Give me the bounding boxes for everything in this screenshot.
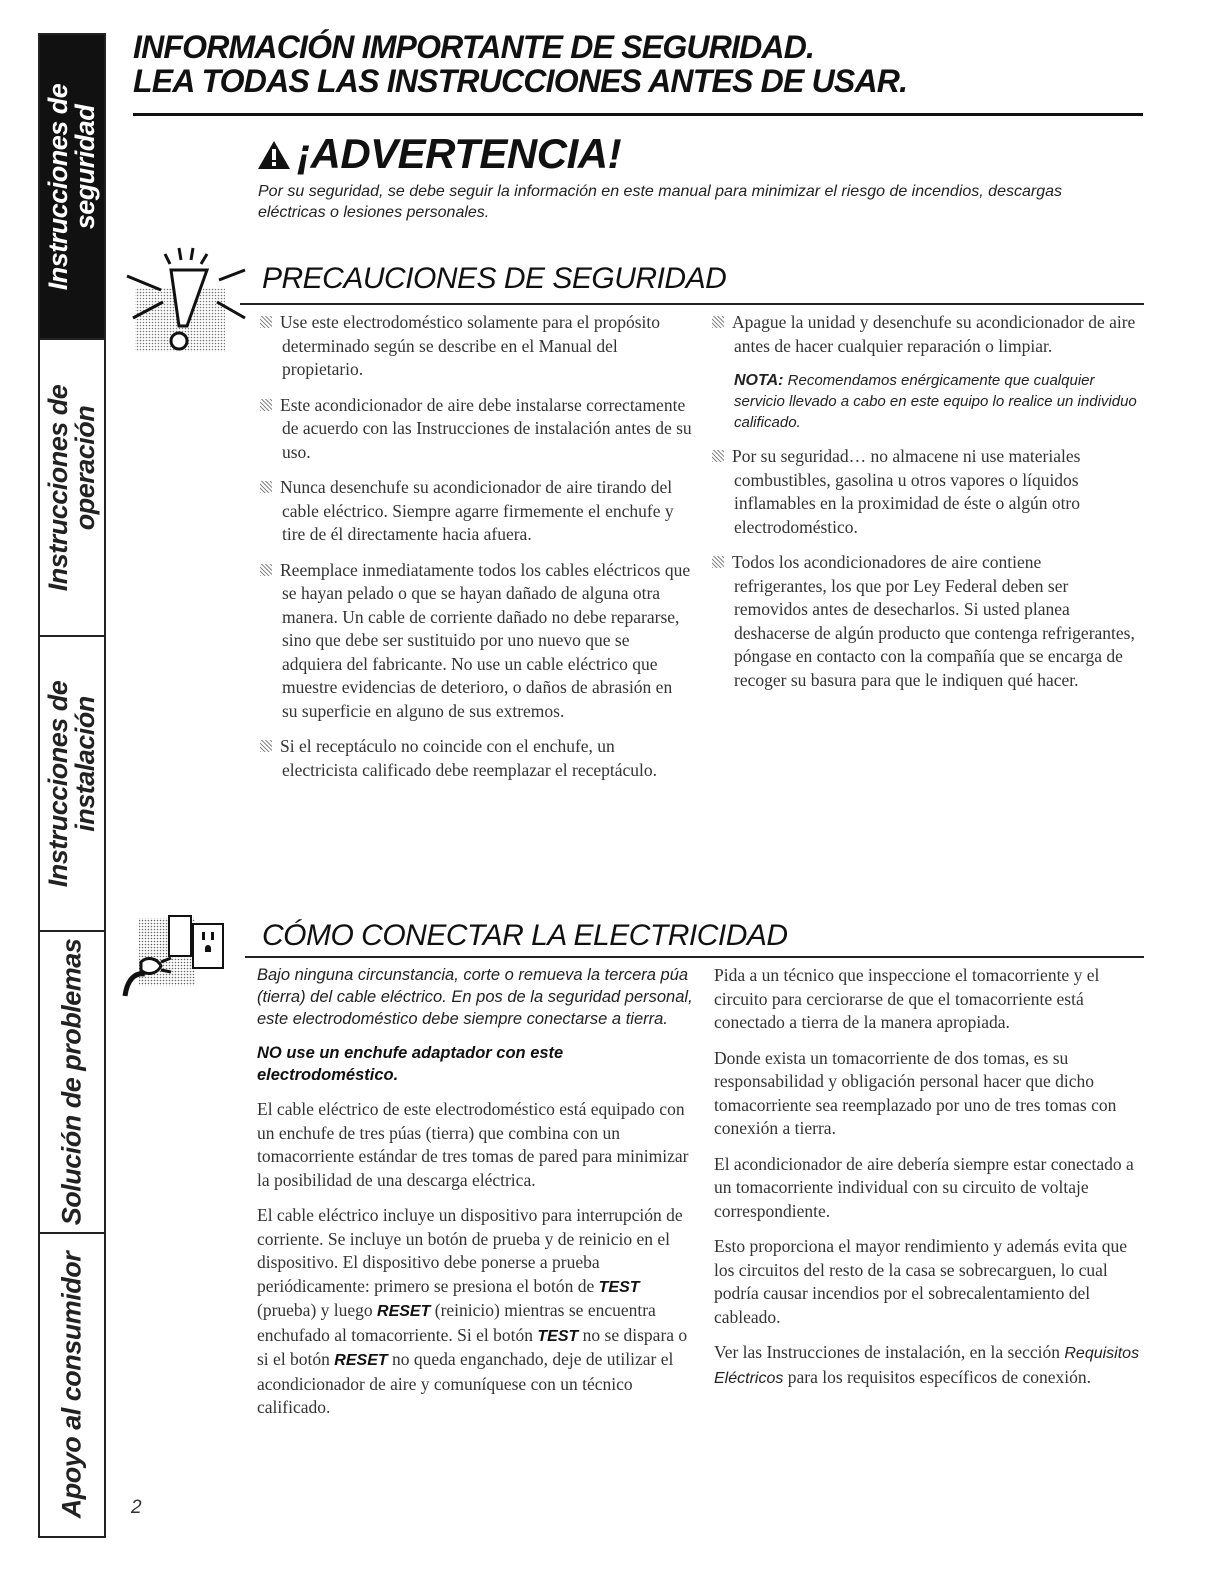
warning-text: Por su seguridad, se debe seguir la información en este manual para minimizar el riesgo de incendios, descargas eléctricas o lesiones personales. xyxy=(258,183,1062,221)
list-item xyxy=(256,476,692,547)
header-line-1: INFORMACIÓN IMPORTANTE DE SEGURIDAD. xyxy=(133,29,815,65)
tab-instrucciones-seguridad[interactable] xyxy=(40,35,104,340)
list-item-text: Reemplace inmediatamente todos los cables eléctricos que se hayan pelado o que se hayan dañado de alguna otra manera. Un cable de corriente dañado no debe repararse, sino que debe ser sustituido por uno nuevo que se adquiera del fabricante. No use un cable eléctrico que muestre evidencias de deterioro, o daños de abrasión en su superficie en alguno de sus extremos. xyxy=(280,559,691,721)
tab-label: Solución de problemas xyxy=(56,938,87,1226)
note xyxy=(708,370,1138,433)
precautions-left-column xyxy=(256,311,692,794)
header-line-2: LEA TODAS LAS INSTRUCCIONES ANTES DE USAR. xyxy=(133,63,908,99)
electricity-title: CÓMO CONECTAR LA ELECTRICIDAD xyxy=(262,919,788,952)
list-item xyxy=(256,394,692,465)
text-run: no se dispara o si el botón xyxy=(257,1324,688,1369)
list-item-text: Este acondicionador de aire debe instalarse correctamente de acuerdo con las Instrucciones de instalación antes de su uso. xyxy=(280,394,692,462)
list-item xyxy=(256,311,692,382)
tab-label: seguridad xyxy=(70,104,100,229)
list-item-text: Apague la unidad y desenchufe su acondicionador de aire antes de hacer cualquier reparación o limpiar. xyxy=(732,312,1136,356)
list-item-text: Si el receptáculo no coincide con el enchufe, un electricista calificado debe reemplazar el receptáculo. xyxy=(280,736,658,780)
page-number: 2 xyxy=(131,1497,142,1518)
bullet-icon xyxy=(260,316,272,328)
bullet-icon xyxy=(712,316,724,328)
page-header xyxy=(133,30,1143,98)
tab-label: Instrucciones de xyxy=(43,83,73,290)
section-reference: Requisitos Eléctricos xyxy=(714,1345,1140,1387)
tab-label: Apoyo al consumidor xyxy=(56,1251,87,1519)
list-item-text: Use este electrodoméstico solamente para el propósito determinado según se describe en el Manual del propietario. xyxy=(280,312,661,379)
warning-triangle-icon xyxy=(257,140,291,170)
list-item xyxy=(708,311,1138,358)
bullet-icon xyxy=(260,481,272,493)
gfci-paragraph xyxy=(257,1204,697,1420)
paragraph xyxy=(714,1341,1140,1390)
text-run: (reinicio) mientras se encuentra enchufado al tomacorriente. Si el botón xyxy=(257,1300,656,1345)
text-run: no queda enganchado, deje de utilizar el acondicionador de aire y comuníquese con un técnico calificado. xyxy=(257,1349,674,1417)
tab-apoyo-consumidor[interactable] xyxy=(40,1234,104,1536)
adapter-warning: NO use un enchufe adaptador con este electrodoméstico. xyxy=(257,1044,564,1084)
bullet-icon xyxy=(260,740,272,752)
list-item xyxy=(708,445,1138,539)
text-run: Ver las Instrucciones de instalación, en la sección xyxy=(714,1342,1060,1362)
paragraph: El acondicionador de aire debería siempre estar conectado a un tomacorriente individual con su circuito de voltaje correspondiente. xyxy=(714,1153,1134,1221)
list-item-text: Todos los acondicionadores de aire contiene refrigerantes, los que por Ley Federal deben ser removidos antes de desecharlos. Si usted planea deshacerse de algún producto que contenga refrigerantes, póngase en contacto con la compañía que se encarga de recoger su basura para que le indiquen qué hacer. xyxy=(732,552,1135,690)
note-label: NOTA: xyxy=(734,372,784,389)
grounded-plug-icon xyxy=(117,910,245,1002)
tab-label: operación xyxy=(70,405,100,530)
paragraph: El cable eléctrico de este electrodoméstico está equipado con un enchufe de tres púas (tierra) que combina con un tomacorriente estándar de tres tomas de pared para minimizar la posibilidad de una descarga eléctrica. xyxy=(257,1099,689,1190)
list-item-text: Nunca desenchufe su acondicionador de aire tirando del cable eléctrico. Siempre agarre firmemente el enchufe y tire de él directamente hacia afuera. xyxy=(280,477,674,544)
reset-keyword: RESET xyxy=(334,1352,388,1369)
warning-title-text: ¡ADVERTENCIA! xyxy=(297,130,622,177)
text-run: para los requisitos específicos de conexión. xyxy=(787,1366,1091,1387)
tab-solucion-problemas[interactable] xyxy=(40,932,104,1234)
text-run: (prueba) y luego xyxy=(257,1300,373,1320)
list-item xyxy=(708,551,1138,692)
electricity-left-column xyxy=(257,964,697,1432)
tab-label: Instrucciones de xyxy=(43,384,73,591)
bullet-icon xyxy=(260,564,272,576)
paragraph: Pida a un técnico que inspeccione el tomacorriente y el circuito para cerciorarse de que el tomacorriente está conectado a tierra de la manera apropiada. xyxy=(714,965,1100,1032)
exclamation-alert-icon xyxy=(121,240,251,355)
text-run: El cable eléctrico incluye un dispositivo para interrupción de corriente. Se incluye un botón de prueba y de reinicio en el dispositivo. El dispositivo debe ponerse a prueba periódicamente: primero se presiona el botón de xyxy=(257,1205,683,1296)
warning-title xyxy=(257,130,621,178)
tab-instrucciones-instalacion[interactable] xyxy=(40,637,104,932)
tab-label: instalación xyxy=(70,695,100,832)
precautions-right-column xyxy=(708,311,1138,704)
test-keyword: TEST xyxy=(537,1327,579,1345)
paragraph: Esto proporciona el mayor rendimiento y además evita que los circuitos del resto de la casa se sobrecarguen, lo cual podría causar incendios por el sobrecalentamiento del cableado. xyxy=(714,1236,1128,1327)
precautions-title: PRECAUCIONES DE SEGURIDAD xyxy=(262,262,727,295)
bullet-icon xyxy=(712,450,724,462)
list-item xyxy=(256,735,692,782)
tab-instrucciones-operacion[interactable] xyxy=(40,340,104,637)
precautions-divider xyxy=(240,303,1144,305)
electricity-divider xyxy=(245,956,1144,958)
list-item xyxy=(256,559,692,724)
reset-keyword: RESET xyxy=(377,1303,431,1320)
note-text: Recomendamos enérgicamente que cualquier servicio llevado a cabo en este equipo lo realice un individuo calificado. xyxy=(734,372,1137,431)
header-divider xyxy=(133,113,1143,116)
grounding-intro: Bajo ninguna circunstancia, corte o remueva la tercera púa (tierra) del cable eléctrico. En pos de la seguridad personal, este electrodoméstico debe siempre conectarse a tierra. xyxy=(257,966,693,1028)
bullet-icon xyxy=(260,399,272,411)
bullet-icon xyxy=(712,556,724,568)
tab-label: Instrucciones de xyxy=(43,680,73,887)
electricity-right-column xyxy=(714,964,1140,1402)
section-sidebar xyxy=(38,33,106,1538)
paragraph: Donde exista un tomacorriente de dos tomas, es su responsabilidad y obligación personal hacer que dicho tomacorriente sea reemplazado por uno de tres tomas con conexión a tierra. xyxy=(714,1047,1117,1138)
list-item-text: Por su seguridad… no almacene ni use materiales combustibles, gasolina u otros vapores o líquidos inflamables en la proximidad de éste o algún otro electrodoméstico. xyxy=(732,446,1081,537)
test-keyword: TEST xyxy=(598,1278,640,1296)
